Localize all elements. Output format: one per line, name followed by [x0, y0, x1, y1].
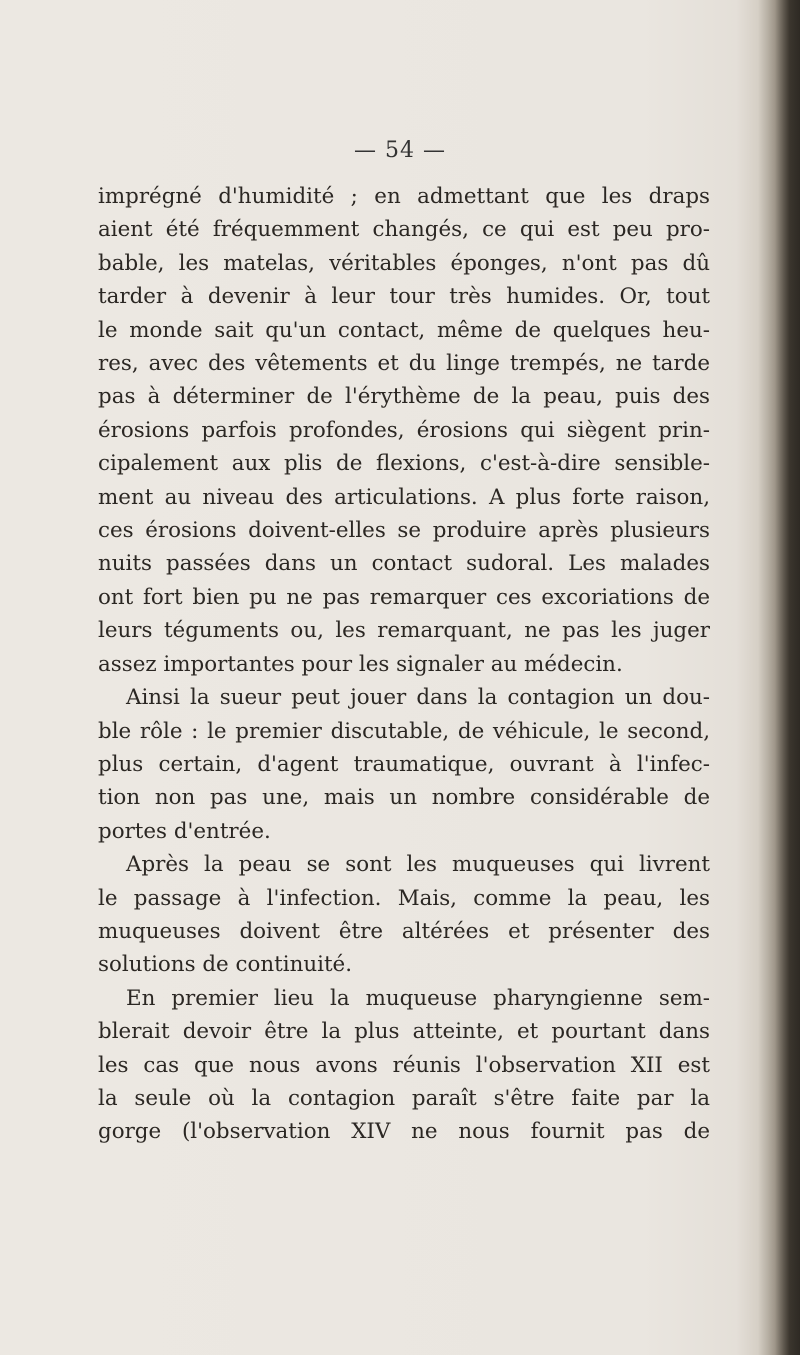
text-line: res, avec des vêtements et du linge trempés, ne tarde [98, 351, 710, 377]
text-line: solutions de continuité. [98, 952, 353, 978]
text-line: tarder à devenir à leur tour très humides. Or, tout [98, 284, 710, 310]
text-line: leurs téguments ou, les remarquant, ne pas les juger [98, 618, 710, 644]
text-line: portes d'entrée. [98, 818, 271, 844]
text-line: assez importantes pour les signaler au médecin. [98, 651, 623, 677]
text-line: les cas que nous avons réunis l'observation XII est [98, 1052, 710, 1078]
text-line: blerait devoir être la plus atteinte, et pourtant dans [98, 1019, 710, 1045]
text-line: le monde sait qu'un contact, même de quelques heu- [98, 317, 710, 343]
text-line: nuits passées dans un contact sudoral. Les malades [98, 551, 710, 577]
text-line: tion non pas une, mais un nombre considérable de [98, 785, 710, 811]
text-line: ont fort bien pu ne pas remarquer ces excoriations de [98, 584, 710, 610]
text-line: Ainsi la sueur peut jouer dans la contagion un dou- [126, 685, 710, 711]
text-line: érosions parfois profondes, érosions qui siègent prin- [98, 417, 710, 443]
text-line: ble rôle : le premier discutable, de véhicule, le second, [98, 718, 710, 744]
page-binding-shadow [758, 0, 800, 1355]
text-line: aient été fréquemment changés, ce qui est peu pro- [98, 217, 710, 243]
paragraph-4 [98, 982, 710, 1149]
text-line: la seule où la contagion paraît s'être faite par la [98, 1085, 710, 1111]
text-line: pas à déterminer de l'érythème de la peau, puis des [98, 384, 710, 410]
text-line: ment au niveau des articulations. A plus forte raison, [98, 484, 710, 510]
paragraph-3 [98, 848, 710, 982]
text-line: plus certain, d'agent traumatique, ouvrant à l'infec- [98, 751, 710, 777]
text-line: gorge (l'observation XIV ne nous fournit pas de [98, 1119, 710, 1145]
text-line: cipalement aux plis de flexions, c'est-à-dire sensible- [98, 451, 710, 477]
text-line: En premier lieu la muqueuse pharyngienne sem- [126, 985, 710, 1011]
text-line: muqueuses doivent être altérées et présenter des [98, 918, 710, 944]
text-line: le passage à l'infection. Mais, comme la peau, les [98, 885, 710, 911]
paragraph-2 [98, 681, 710, 848]
text-line: imprégné d'humidité ; en admettant que les draps [98, 184, 710, 209]
body-text [98, 180, 710, 1149]
text-line: Après la peau se sont les muqueuses qui livrent [126, 852, 710, 878]
paragraph-1 [98, 180, 710, 681]
text-line: ces érosions doivent-elles se produire après plusieurs [98, 518, 710, 544]
page-number: — 54 — [354, 138, 446, 163]
text-line: bable, les matelas, véritables éponges, n'ont pas dû [98, 250, 710, 276]
